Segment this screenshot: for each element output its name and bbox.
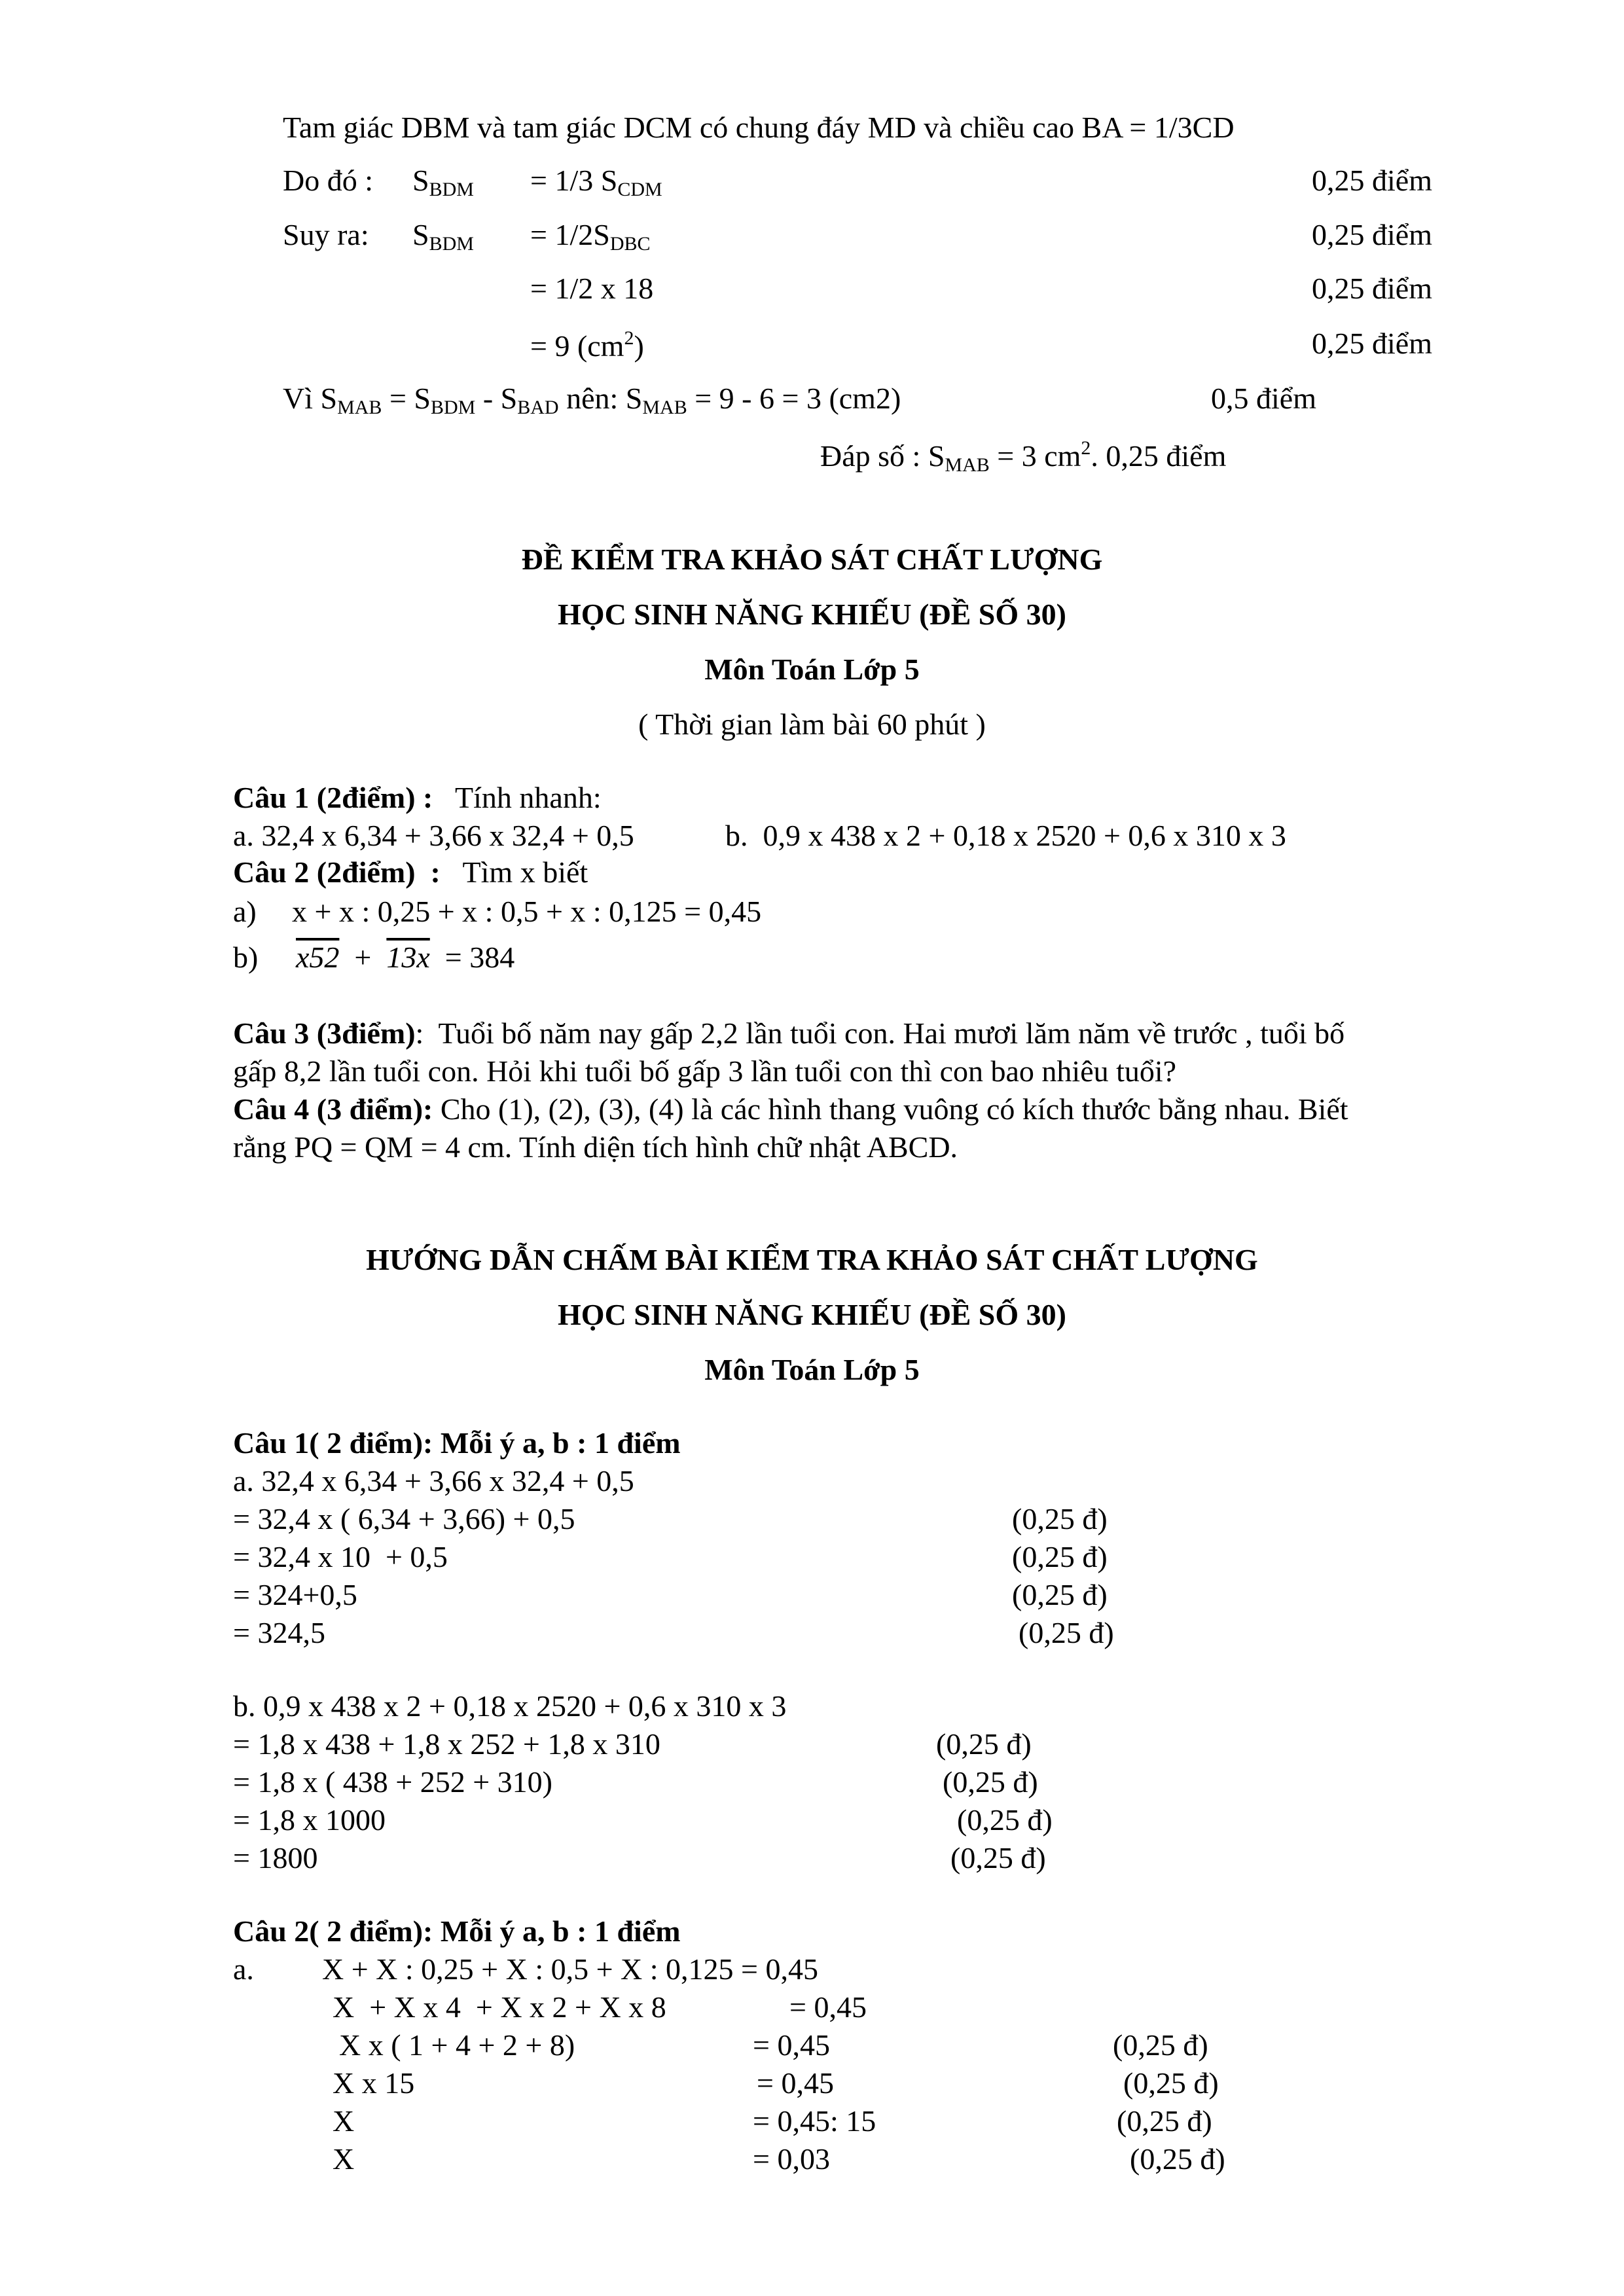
exam-time: ( Thời gian làm bài 60 phút )	[638, 708, 986, 741]
q2-b-label: b)	[233, 941, 259, 974]
guide-title-1: HƯỚNG DẪN CHẤM BÀI KIỂM TRA KHẢO SÁT CHẤT LƯỢNG	[366, 1243, 1258, 1276]
c2-line-4b: = 0,45	[757, 2066, 834, 2100]
c1b-line-2: = 1,8 x 438 + 1,8 x 252 + 1,8 x 310	[233, 1727, 660, 1761]
c2-line-6b: = 0,03	[753, 2142, 830, 2176]
c1b-line-3: = 1,8 x ( 438 + 252 + 310)	[233, 1765, 552, 1799]
c1b-mark-2: (0,25 đ)	[943, 1765, 1038, 1799]
points-5: 0,5 điểm	[1211, 382, 1316, 415]
q3-line-2: gấp 8,2 lần tuổi con. Hỏi khi tuổi bố gấp 3 lần tuổi con thì con bao nhiêu tuổi?	[233, 1054, 1177, 1088]
s-bdm-2: $S_{BDM}$	[412, 218, 474, 255]
q2-line: Câu 2 (2điểm) : Tìm x biết	[233, 855, 588, 889]
c1a-line-2: = 32,4 x ( 6,34 + 3,66) + 0,5	[233, 1502, 575, 1535]
c2-line-3b: = 0,45	[753, 2028, 830, 2062]
q1-b: b. 0,9 x 438 x 2 + 0,18 x 2520 + 0,6 x 310 x 3	[725, 819, 1286, 852]
eq-4: = 9 $(cm^2)$	[530, 327, 644, 363]
c2-heading: Câu 2( 2 điểm): Mỗi ý a, b : 1 điểm	[233, 1914, 681, 1948]
guide-title-3: Môn Toán Lớp 5	[704, 1353, 920, 1386]
c2-mark-4: (0,25 đ)	[1130, 2142, 1225, 2176]
guide-title-2: HỌC SINH NĂNG KHIẾU (ĐỀ SỐ 30)	[558, 1298, 1066, 1331]
do-do-label: Do đó :	[283, 164, 373, 197]
c2-mark-1: (0,25 đ)	[1113, 2028, 1208, 2062]
c2-line-4a: X x 15	[333, 2066, 415, 2100]
c1b-line-1: b. 0,9 x 438 x 2 + 0,18 x 2520 + 0,6 x 310 x 3	[233, 1689, 787, 1723]
solution-line-1: Tam giác DBM và tam giác DCM có chung đáy MD và chiều cao BA = 1/3CD	[283, 111, 1235, 144]
q1-line: Câu 1 (2điểm) : Tính nhanh:	[233, 781, 602, 814]
exam-title-2: HỌC SINH NĂNG KHIẾU (ĐỀ SỐ 30)	[558, 598, 1066, 631]
c1a-line-1: a. 32,4 x 6,34 + 3,66 x 32,4 + 0,5	[233, 1464, 634, 1498]
q1-a: a. 32,4 x 6,34 + 3,66 x 32,4 + 0,5	[233, 819, 634, 852]
c2-mark-2: (0,25 đ)	[1123, 2066, 1219, 2100]
eq-1: = 1/3 $S_{CDM}$	[530, 164, 662, 200]
c1a-mark-2: (0,25 đ)	[1012, 1540, 1108, 1573]
c2-line-6a: X	[333, 2142, 355, 2176]
s-bdm-1: $S_{BDM}$	[412, 164, 474, 200]
c2-line-5a: X	[333, 2104, 355, 2138]
c1b-line-5: = 1800	[233, 1841, 318, 1874]
c2-line-5b: = 0,45: 15	[753, 2104, 876, 2138]
c1a-mark-4: (0,25 đ)	[1019, 1616, 1114, 1649]
points-3: 0,25 điểm	[1312, 272, 1432, 305]
c2-line-1: X + X : 0,25 + X : 0,5 + X : 0,125 = 0,45	[322, 1952, 818, 1986]
suy-ra-label: Suy ra:	[283, 218, 369, 251]
c1a-mark-1: (0,25 đ)	[1012, 1502, 1108, 1535]
q2-b-expr: x52 + 13x = 384	[296, 941, 515, 974]
exam-title-1: ĐỀ KIỂM TRA KHẢO SÁT CHẤT LƯỢNG	[521, 543, 1103, 576]
c1a-line-4: = 324+0,5	[233, 1578, 357, 1611]
q3-line-1: Câu 3 (3điểm): Tuổi bố năm nay gấp 2,2 lần tuổi con. Hai mươi lăm năm về trước , tuổi bố	[233, 1016, 1345, 1050]
q2-a-label: a)	[233, 895, 257, 928]
c2-mark-3: (0,25 đ)	[1117, 2104, 1212, 2138]
q2-a: x + x : 0,25 + x : 0,5 + x : 0,125 = 0,45	[292, 895, 762, 928]
eq-2: = $1/2S_{DBC}$	[530, 218, 651, 255]
c2-line-3a: X x ( 1 + 4 + 2 + 8)	[339, 2028, 575, 2062]
c1a-mark-3: (0,25 đ)	[1012, 1578, 1108, 1611]
c2-a-label: a.	[233, 1952, 254, 1986]
c2-line-2a: X + X x 4 + X x 2 + X x 8	[333, 1990, 666, 2024]
c1b-mark-1: (0,25 đ)	[936, 1727, 1032, 1761]
points-1: 0,25 điểm	[1312, 164, 1432, 197]
c1b-line-4: = 1,8 x 1000	[233, 1803, 386, 1837]
c1b-mark-4: (0,25 đ)	[950, 1841, 1046, 1874]
q4-line-2: rằng PQ = QM = 4 cm. Tính diện tích hình chữ nhật ABCD.	[233, 1130, 958, 1164]
answer-line: Đáp số : $S_{MAB} = 3$ $cm^2$. 0,25 điểm	[820, 437, 1227, 476]
points-4: 0,25 điểm	[1312, 327, 1432, 360]
c1-heading: Câu 1( 2 điểm): Mỗi ý a, b : 1 điểm	[233, 1426, 681, 1460]
vi-line: Vì $S_{MAB} = S_{BDM} - S_{BAD}$ nên: $S_{MAB} = 9 - 6 = 3$ (cm2)	[283, 382, 901, 418]
c1a-line-3: = 32,4 x 10 + 0,5	[233, 1540, 448, 1573]
exam-title-3: Môn Toán Lớp 5	[704, 653, 920, 686]
eq-3: = 1/2 x 18	[530, 272, 654, 305]
c1b-mark-3: (0,25 đ)	[957, 1803, 1053, 1837]
points-2: 0,25 điểm	[1312, 218, 1432, 251]
q4-line-1: Câu 4 (3 điểm): Cho (1), (2), (3), (4) là các hình thang vuông có kích thước bằng nhau. Biết	[233, 1092, 1348, 1126]
c1a-line-5: = 324,5	[233, 1616, 325, 1649]
c2-line-2b: = 0,45	[789, 1990, 867, 2024]
